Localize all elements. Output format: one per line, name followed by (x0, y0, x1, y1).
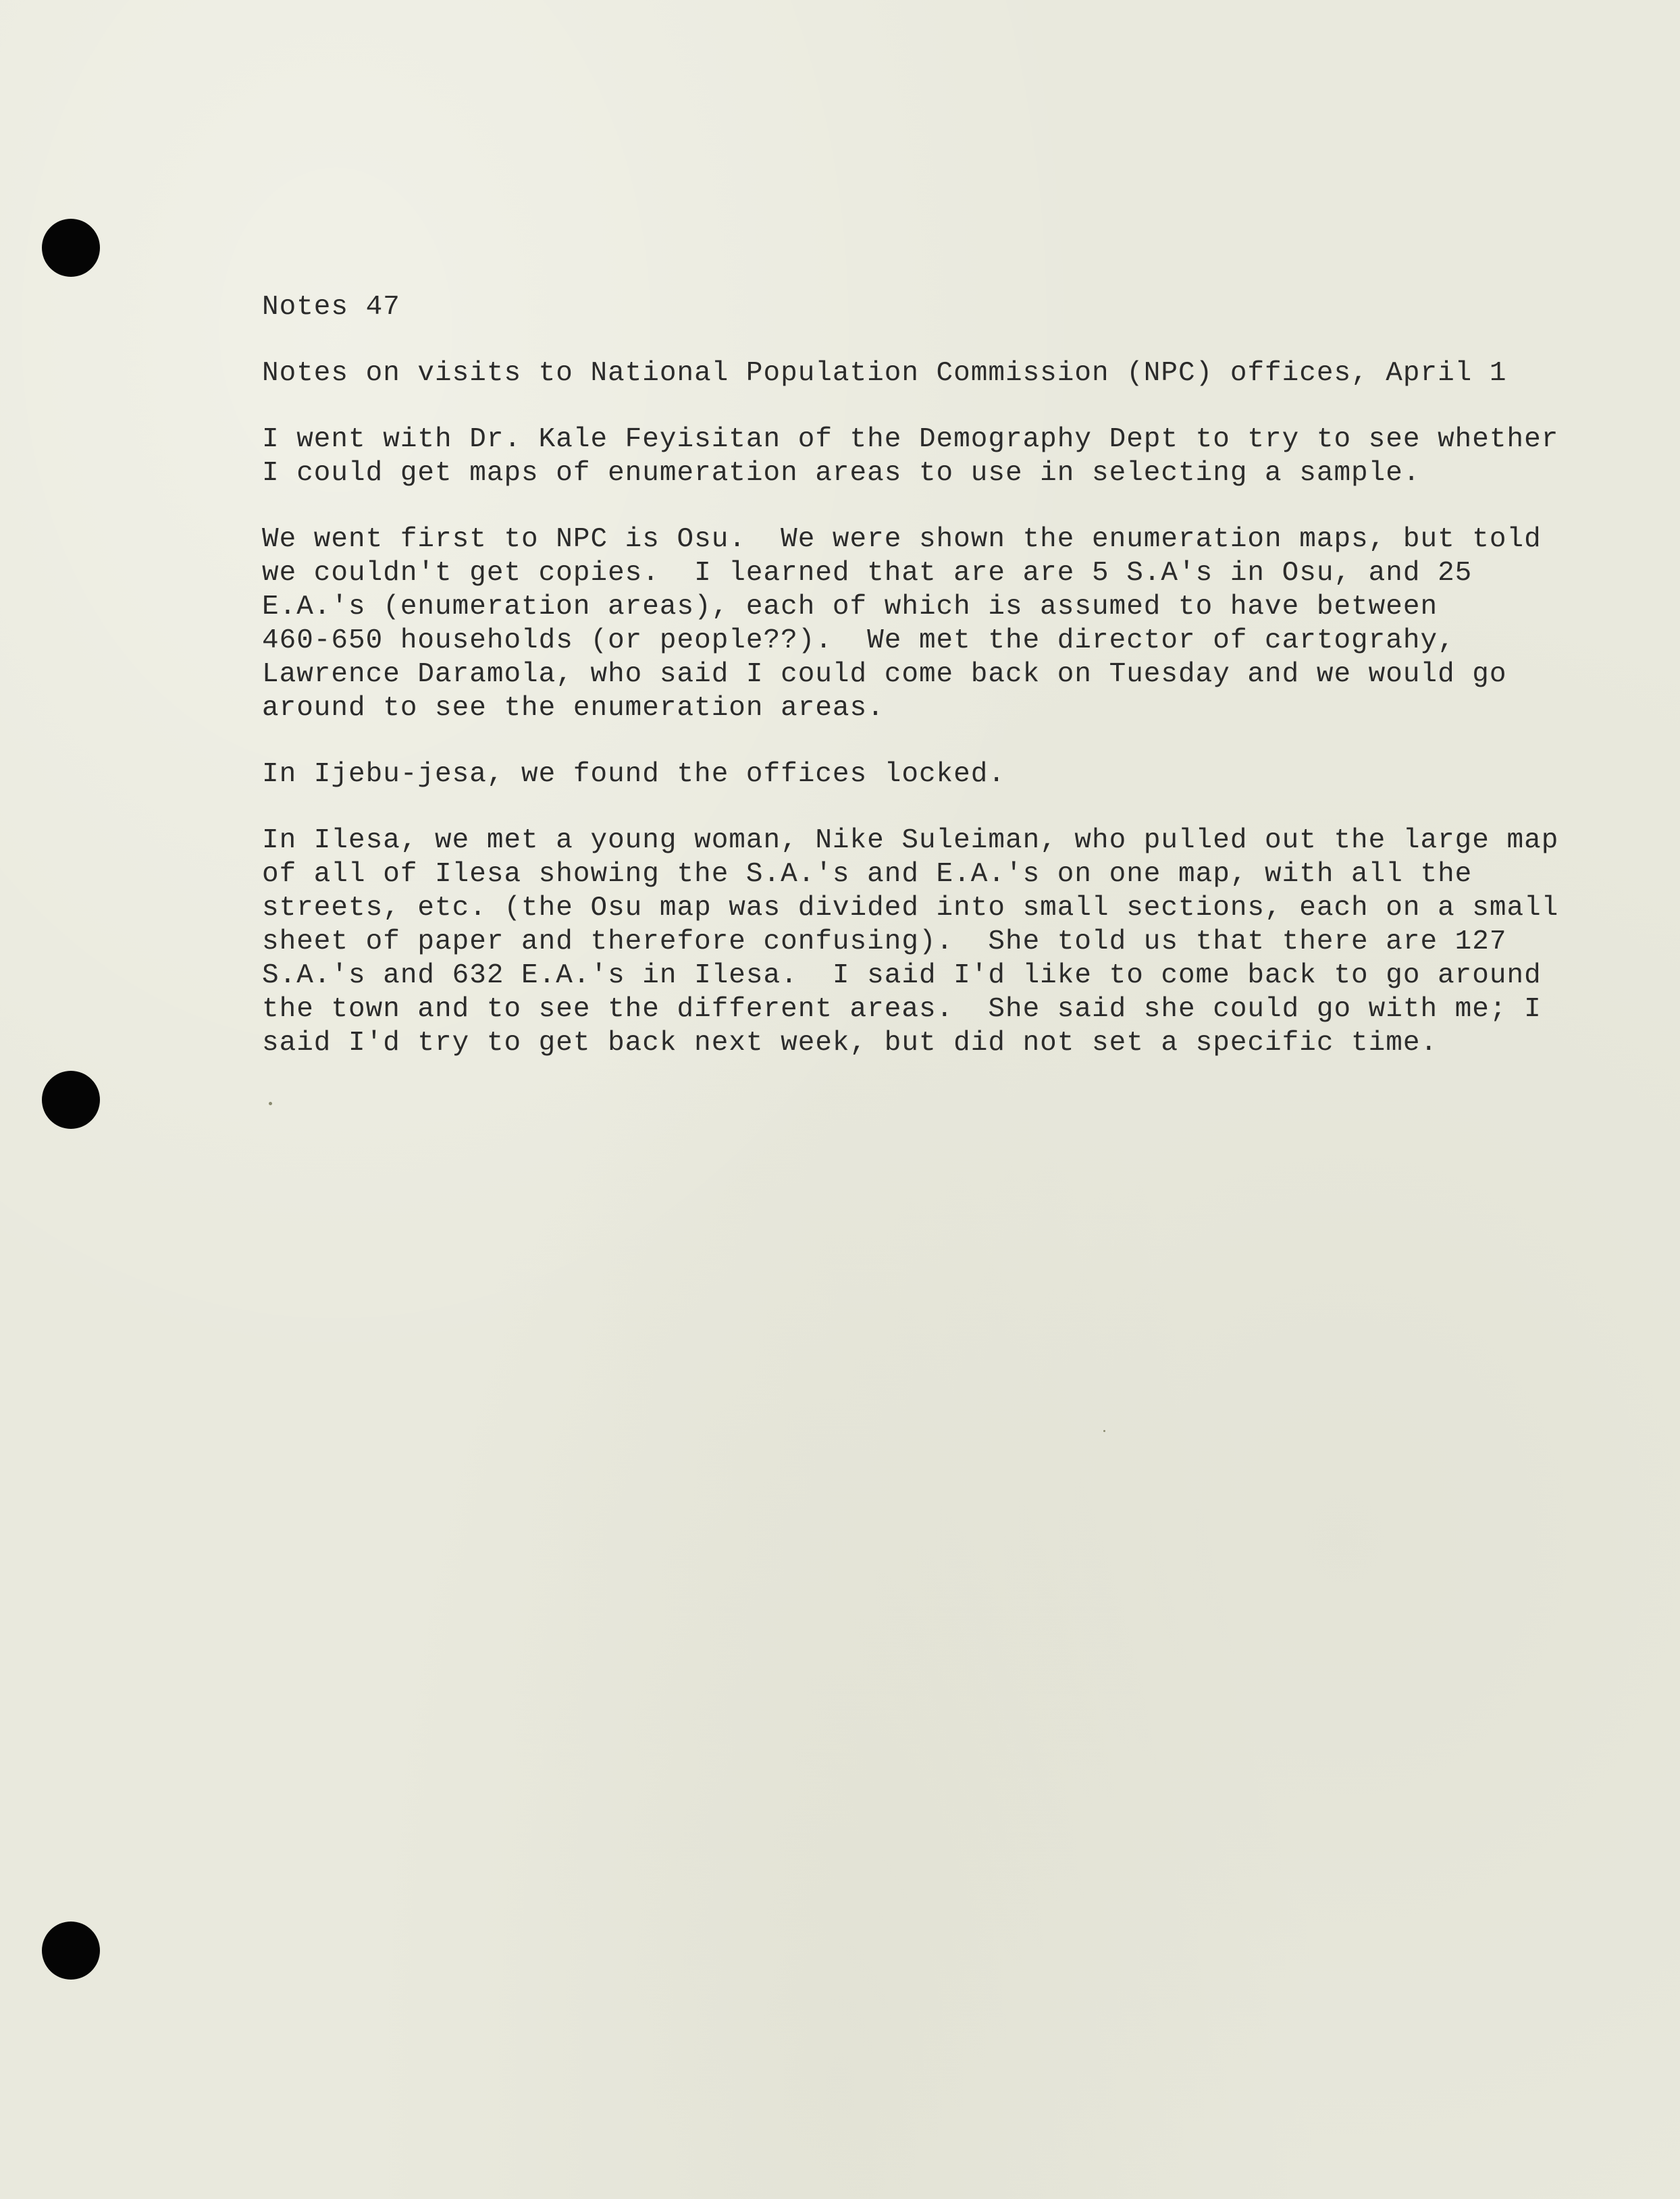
notes-number-title: Notes 47 (262, 292, 400, 323)
paragraph-1 (262, 423, 1559, 490)
paragraph-line: said I'd try to get back next week, but did not set a specific time. (262, 1028, 1438, 1059)
notes-subtitle-block (262, 356, 1531, 390)
notes-header (262, 290, 1531, 324)
punch-hole-middle (42, 1071, 100, 1129)
paragraph-line: around to see the enumeration areas. (262, 693, 885, 724)
punch-hole-bottom (42, 1922, 100, 1980)
punch-hole-top (42, 219, 100, 277)
paragraph-line: We went first to NPC is Osu. We were shown the enumeration maps, but told (262, 524, 1542, 555)
paragraph-line: 460-650 households (or people??). We met the director of cartograhy, (262, 625, 1455, 656)
paragraph-line: sheet of paper and therefore confusing). She told us that there are 127 (262, 926, 1507, 957)
paragraph-line: S.A.'s and 632 E.A.'s in Ilesa. I said I'd like to come back to go around (262, 960, 1542, 991)
paragraph-4 (262, 824, 1559, 1060)
paragraph-line: I could get maps of enumeration areas to use in selecting a sample. (262, 458, 1421, 489)
paragraph-line: of all of Ilesa showing the S.A.'s and E.A.'s on one map, with all the (262, 859, 1473, 890)
paragraph-line: the town and to see the different areas. She said she could go with me; I (262, 994, 1542, 1025)
paragraph-2 (262, 523, 1542, 725)
notes-subtitle: Notes on visits to National Population Commission (NPC) offices, April 1 (262, 358, 1507, 389)
paragraph-line: In Ijebu-jesa, we found the offices locked. (262, 759, 1005, 790)
paragraph-3 (262, 758, 1531, 791)
paper-speck (1103, 1430, 1105, 1432)
paper-speck (269, 1102, 272, 1105)
paragraph-line: streets, etc. (the Osu map was divided into small sections, each on a small (262, 893, 1559, 924)
paragraph-line: we couldn't get copies. I learned that are are 5 S.A's in Osu, and 25 (262, 558, 1473, 589)
paragraph-line: Lawrence Daramola, who said I could come back on Tuesday and we would go (262, 659, 1507, 690)
typed-notes (262, 290, 1559, 1092)
paragraph-line: E.A.'s (enumeration areas), each of which is assumed to have between (262, 591, 1438, 622)
paragraph-line: I went with Dr. Kale Feyisitan of the Demography Dept to try to see whether (262, 424, 1559, 455)
paragraph-line: In Ilesa, we met a young woman, Nike Suleiman, who pulled out the large map (262, 825, 1559, 856)
